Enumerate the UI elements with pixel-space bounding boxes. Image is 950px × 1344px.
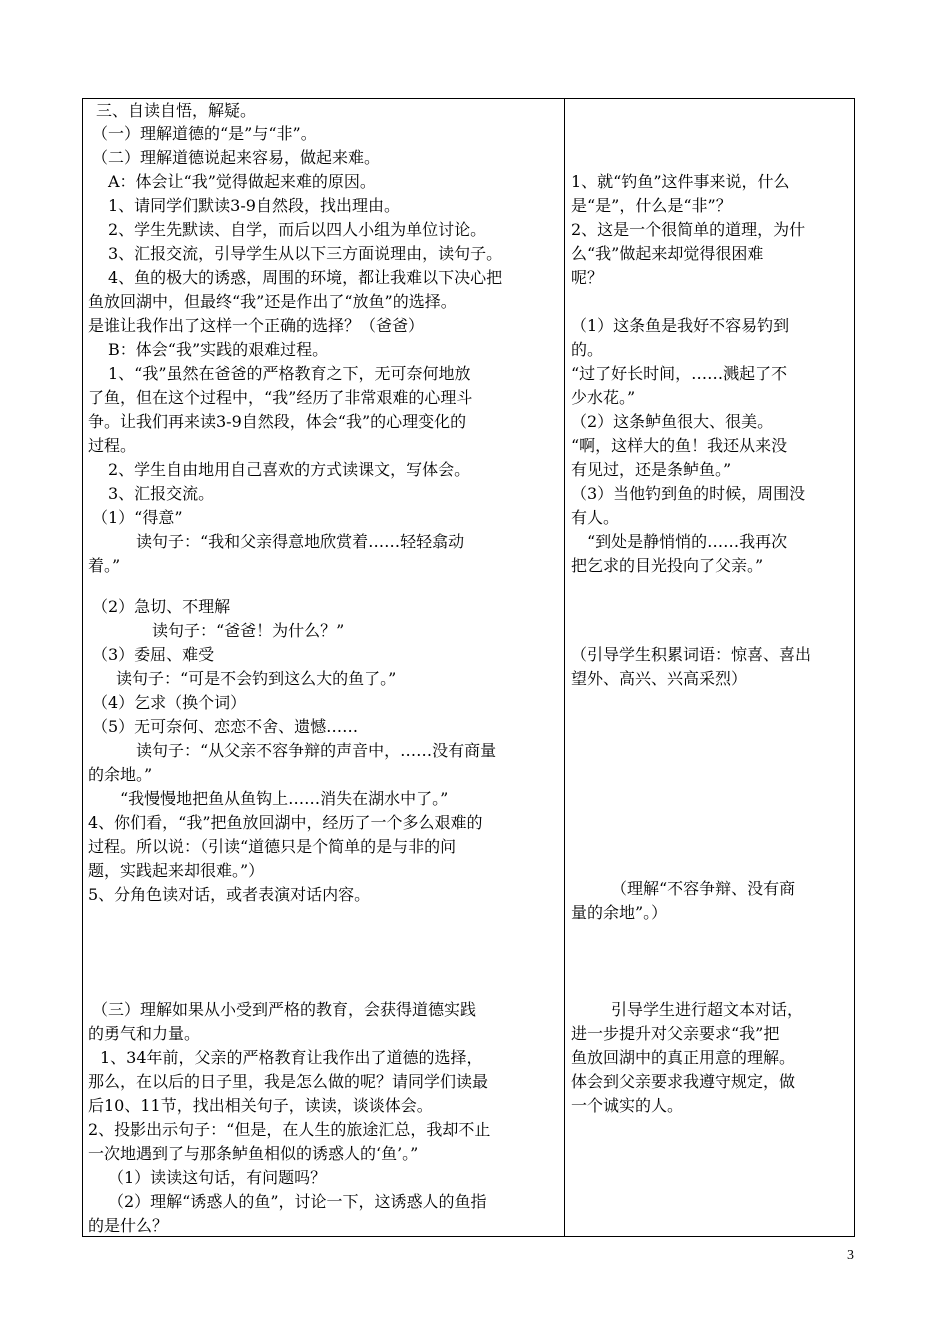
text-line: （1）“得意”: [92, 508, 183, 527]
text-line: （2）这条鲈鱼很大、很美。: [571, 412, 774, 431]
text-line: 三、自读自悟，解疑。: [96, 101, 257, 120]
text-line: 读句子：“我和父亲得意地欣赏着……轻轻翕动: [136, 532, 465, 551]
text-line: （2）急切、不理解: [92, 597, 231, 616]
text-line: （3）当他钓到鱼的时候，周围没: [571, 484, 806, 503]
text-line: 后10、11节，找出相关句子，读读，谈谈体会。: [88, 1096, 433, 1115]
text-line: 有见过，还是条鲈鱼。”: [571, 460, 732, 479]
text-line: （4）乞求（换个词）: [92, 693, 247, 712]
text-line: （理解“不容争辩、没有商: [611, 879, 796, 898]
text-line: 少水花。”: [571, 388, 636, 407]
text-line: 1、请同学们默读3-9自然段，找出理由。: [108, 196, 400, 215]
text-line: 引导学生进行超文本对话，: [611, 1000, 804, 1019]
lesson-plan-table: [82, 98, 855, 1237]
text-line: 3、汇报交流，引导学生从以下三方面说理由，读句子。: [108, 244, 503, 263]
column-divider: [564, 99, 565, 1236]
text-line: A：体会让“我”觉得做起来难的原因。: [108, 172, 376, 191]
text-line: 是“是”，什么是“非”？: [571, 196, 732, 215]
text-line: （一）理解道德的“是”与“非”。: [92, 124, 317, 143]
text-line: “我慢慢地把鱼从鱼钩上……消失在湖水中了。”: [120, 789, 449, 808]
text-line: 1、“我”虽然在爸爸的严格教育之下，无可奈何地放: [108, 364, 471, 383]
text-line: 是谁让我作出了这样一个正确的选择？（爸爸）: [88, 316, 425, 335]
text-line: 5、分角色读对话，或者表演对话内容。: [88, 885, 371, 904]
text-line: 读句子：“从父亲不容争辩的声音中，……没有商量: [136, 741, 497, 760]
text-line: “啊，这样大的鱼！我还从来没: [571, 436, 788, 455]
text-line: 量的余地”。）: [571, 903, 668, 922]
text-line: 呢？: [571, 268, 604, 287]
text-line: （引导学生积累词语：惊喜、喜出: [571, 645, 812, 664]
text-line: 过程。: [88, 436, 137, 455]
text-line: （3）委屈、难受: [92, 645, 215, 664]
text-line: “过了好长时间，……溅起了不: [571, 364, 788, 383]
text-line: 么“我”做起来却觉得很困难: [571, 244, 764, 263]
text-line: 2、这是一个很简单的道理，为什: [571, 220, 806, 239]
text-line: 的。: [571, 340, 604, 359]
text-line: 一个诚实的人。: [571, 1096, 684, 1115]
text-line: 体会到父亲要求我遵守规定，做: [571, 1072, 796, 1091]
text-line: （1）这条鱼是我好不容易钓到: [571, 316, 790, 335]
text-line: 那么，在以后的日子里，我是怎么做的呢？请同学们读最: [88, 1072, 489, 1091]
text-line: 2、学生自由地用自己喜欢的方式读课文，写体会。: [108, 460, 471, 479]
text-line: 3、汇报交流。: [108, 484, 215, 503]
text-line: 1、34年前，父亲的严格教育让我作出了道德的选择，: [100, 1048, 483, 1067]
text-line: 过程。所以说：（引读“道德只是个简单的是与非的问: [88, 837, 457, 856]
text-line: （5）无可奈何、恋恋不舍、遗憾……: [92, 717, 359, 736]
text-line: 的余地。”: [88, 765, 153, 784]
text-line: 的勇气和力量。: [88, 1024, 201, 1043]
text-line: 4、你们看，“我”把鱼放回湖中，经历了一个多么艰难的: [88, 813, 483, 832]
text-line: 有人。: [571, 508, 620, 527]
text-line: 了鱼，但在这个过程中，“我”经历了非常艰难的心理斗: [88, 388, 473, 407]
text-line: 的是什么？: [88, 1216, 169, 1235]
text-line: 1、就“钓鱼”这件事来说，什么: [571, 172, 790, 191]
text-line: 把乞求的目光投向了父亲。”: [571, 556, 764, 575]
text-line: 读句子：“可是不会钓到这么大的鱼了。”: [116, 669, 397, 688]
text-line: （1）读读这句话，有问题吗？: [108, 1168, 327, 1187]
text-line: （二）理解道德说起来容易，做起来难。: [92, 148, 381, 167]
text-line: 2、学生先默读、自学，而后以四人小组为单位讨论。: [108, 220, 487, 239]
text-line: B：体会“我”实践的艰难过程。: [108, 340, 329, 359]
text-line: 读句子：“爸爸！为什么？”: [152, 621, 345, 640]
text-line: 鱼放回湖中，但最终“我”还是作出了“放鱼”的选择。: [88, 292, 457, 311]
text-line: （三）理解如果从小受到严格的教育，会获得道德实践: [92, 1000, 477, 1019]
text-line: 一次地遇到了与那条鲈鱼相似的诱惑人的‘鱼’。”: [88, 1144, 419, 1163]
text-line: 着。”: [88, 556, 121, 575]
page-number: 3: [847, 1248, 854, 1263]
text-line: 题，实践起来却很难。”）: [88, 861, 265, 880]
text-line: 望外、高兴、兴高采烈）: [571, 669, 748, 688]
text-line: 进一步提升对父亲要求“我”把: [571, 1024, 780, 1043]
text-line: “到处是静悄悄的……我再次: [587, 532, 788, 551]
text-line: 鱼放回湖中的真正用意的理解。: [571, 1048, 796, 1067]
text-line: 4、鱼的极大的诱惑，周围的环境，都让我难以下决心把: [108, 268, 503, 287]
text-line: 争。让我们再来读3-9自然段，体会“我”的心理变化的: [88, 412, 467, 431]
text-line: （2）理解“诱惑人的鱼”，讨论一下，这诱惑人的鱼指: [108, 1192, 487, 1211]
text-line: 2、投影出示句子：“但是，在人生的旅途汇总，我却不止: [88, 1120, 491, 1139]
